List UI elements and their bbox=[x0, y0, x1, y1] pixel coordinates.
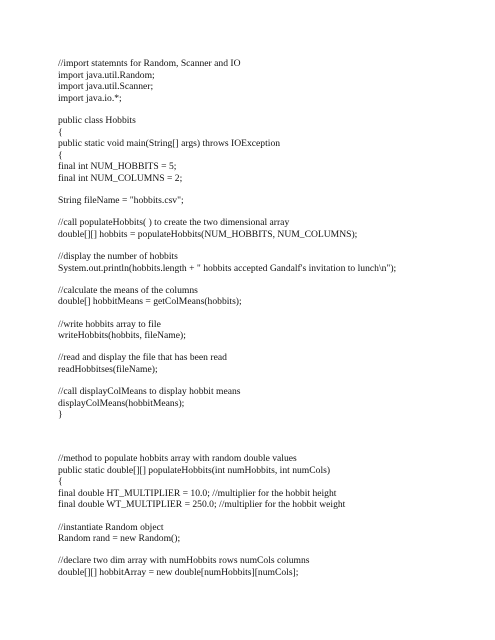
code-comment-declare-array: //declare two dim array with numHobbits rows numCols columns bbox=[58, 555, 310, 567]
code-comment-display-count: //display the number of hobbits bbox=[58, 251, 178, 263]
code-import-scanner: import java.util.Scanner; bbox=[58, 81, 154, 93]
blank-line bbox=[58, 104, 488, 115]
code-println: System.out.println(hobbits.length + " hobbits accepted Gandalf's invitation to lunch\n"); bbox=[58, 262, 397, 274]
code-const-num-columns: final int NUM_COLUMNS = 2; bbox=[58, 172, 183, 184]
code-open-brace: { bbox=[58, 149, 63, 161]
code-comment-populate: //call populateHobbits( ) to create the two dimensional array bbox=[58, 217, 290, 229]
blank-line bbox=[58, 241, 488, 252]
code-import-random: import java.util.Random; bbox=[58, 69, 155, 81]
blank-line bbox=[58, 308, 488, 319]
code-document bbox=[58, 58, 488, 579]
code-comment-random: //instantiate Random object bbox=[58, 521, 164, 533]
code-comment-means: //calculate the means of the columns bbox=[58, 284, 198, 296]
code-array-declaration: double[][] hobbitArray = new double[numHobbits][numCols]; bbox=[58, 566, 299, 578]
code-method-signature: public static double[][] populateHobbits(int numHobbits, int numCols) bbox=[58, 464, 331, 476]
code-comment-imports: //import statemnts for Random, Scanner and IO bbox=[58, 58, 241, 69]
code-open-brace: { bbox=[58, 126, 63, 138]
blank-line bbox=[58, 376, 488, 387]
blank-line bbox=[58, 342, 488, 353]
code-ht-multiplier: final double HT_MULTIPLIER = 10.0; //multiplier for the hobbit height bbox=[58, 487, 337, 499]
blank-line bbox=[58, 207, 488, 218]
code-populate-call: double[][] hobbits = populateHobbits(NUM_HOBBITS, NUM_COLUMNS); bbox=[58, 228, 358, 240]
blank-line bbox=[58, 185, 488, 196]
code-wt-multiplier: final double WT_MULTIPLIER = 250.0; //multiplier for the hobbit weight bbox=[58, 499, 346, 511]
code-comment-write: //write hobbits array to file bbox=[58, 318, 161, 330]
code-comment-read: //read and display the file that has been read bbox=[58, 352, 227, 364]
code-comment-display-means: //call displayColMeans to display hobbit means bbox=[58, 386, 241, 398]
blank-line bbox=[58, 274, 488, 285]
blank-line bbox=[58, 511, 488, 522]
code-get-col-means: double[] hobbitMeans = getColMeans(hobbits); bbox=[58, 296, 242, 308]
code-close-brace: } bbox=[58, 409, 63, 421]
code-write-hobbits: writeHobbits(hobbits, fileName); bbox=[58, 330, 186, 342]
blank-lines bbox=[58, 421, 488, 453]
code-random-instance: Random rand = new Random(); bbox=[58, 533, 181, 545]
blank-line bbox=[58, 545, 488, 556]
code-filename: String fileName = "hobbits.csv"; bbox=[58, 195, 184, 207]
code-open-brace: { bbox=[58, 476, 63, 488]
code-class-declaration: public class Hobbits bbox=[58, 114, 136, 126]
code-main-signature: public static void main(String[] args) throws IOException bbox=[58, 138, 281, 150]
code-const-num-hobbits: final int NUM_HOBBITS = 5; bbox=[58, 161, 177, 173]
code-comment-method: //method to populate hobbits array with random double values bbox=[58, 453, 297, 464]
code-import-io: import java.io.*; bbox=[58, 92, 122, 104]
code-read-hobbits: readHobbitses(fileName); bbox=[58, 364, 158, 376]
code-display-col-means: displayColMeans(hobbitMeans); bbox=[58, 397, 185, 409]
